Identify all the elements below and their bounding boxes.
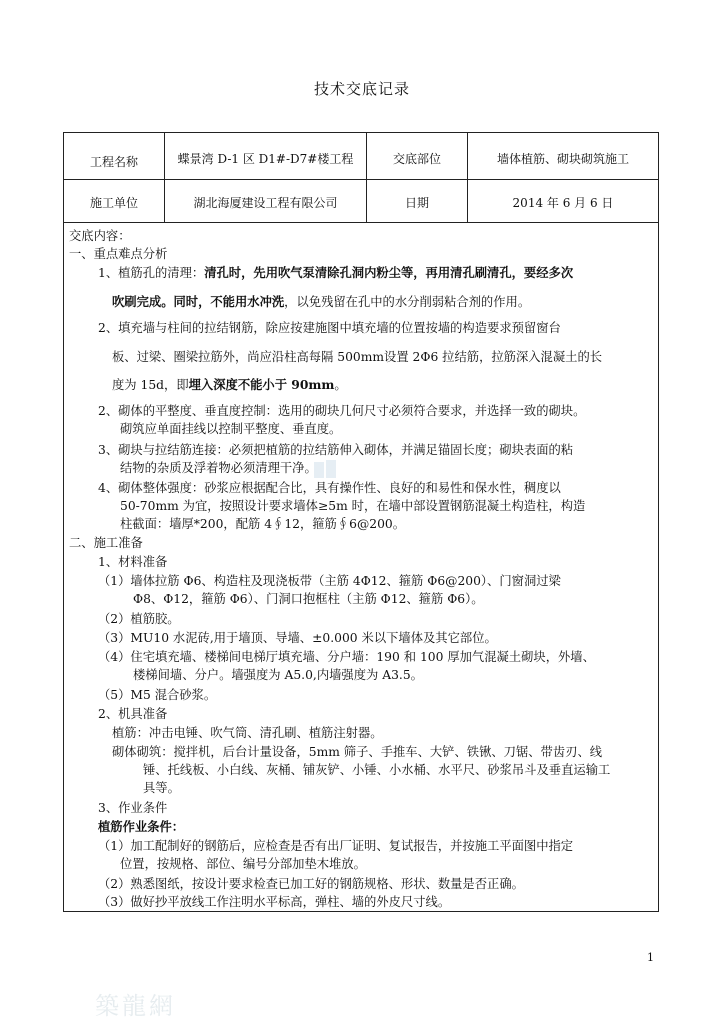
paragraph-line: 柱截面：墙厚*200，配筋 4∮12，箍筋∮6@200。 [120,517,406,531]
paragraph-line: 度为 15d，即埋入深度不能小于 90mm。 [112,377,347,392]
table-divider [63,179,659,180]
subsection-heading: 3、作业条件 [98,801,168,815]
date-label: 日期 [404,196,429,210]
paragraph-line: 砌体砌筑：搅拌机，后台计量设备，5mm 筛子、手推车、大铲、铁锹、刀锯、带齿刃、线 [112,745,603,759]
document-title: 技术交底记录 [313,80,410,98]
subsection-heading: 植筋作业条件： [98,819,185,834]
paragraph-line: 位置，按规格、部位、编号分部加垫木堆放。 [120,857,366,871]
paragraph-line: 4、砌体整体强度：砂浆应根据配合比，具有操作性、良好的和易性和保水性，稠度以 [98,481,561,495]
project-value: 蝶景湾 D-1 区 D1#-D7#楼工程 [177,152,354,166]
table-divider [63,222,659,223]
paragraph-line: （1）加工配制好的钢筋后，应检查是否有出厂证明、复试报告，并按施工平面图中指定 [98,839,574,853]
watermark: 築龍網 [95,992,176,1020]
paragraph-line: 锤、托线板、小白线、灰桶、铺灰铲、小锤、小水桶、水平尺、砂浆吊斗及垂直运输工 [143,763,611,777]
unit-label: 施工单位 [89,196,138,210]
part-label: 交底部位 [392,152,441,166]
date-value: 2014 年 6 月 6 日 [512,196,614,210]
part-value: 墙体植筋、砌块砌筑施工 [496,152,629,166]
subsection-heading: 2、机具准备 [98,707,168,721]
section-heading: 一、重点难点分析 [69,247,168,261]
paragraph-line: 50-70mm 为宜，按照设计要求墙体≥5m 时，在墙中部设置钢筋混凝土构造柱，构造 [120,499,586,513]
paragraph-line: 结物的杂质及浮着物必须清理干净。 [120,461,317,475]
section-heading: 二、施工准备 [69,536,143,550]
paragraph-line: （3）做好抄平放线工作注明水平标高，弹柱、墙的外皮尺寸线。 [98,895,451,909]
paragraph-line: （4）住宅填充墙、楼梯间电梯厅填充墙、分户墙：190 和 100 厚加气混凝土砌块，外墙、 [98,650,595,664]
page-number: 1 [647,951,654,964]
paragraph-line: 植筋：冲击电锤、吹气筒、清孔刷、植筋注射器。 [112,726,383,740]
paragraph-line: 具等。 [143,781,180,795]
paragraph-line: （5）M5 混合砂浆。 [98,688,217,702]
paragraph-line: （1）墙体拉筋 Φ6、构造柱及现浇板带（主筋 4Φ12、箍筋 Φ6@200）、门窗洞过梁 [98,574,561,588]
watermark-logo-icon [312,458,338,482]
paragraph-line: 1、植筋孔的清理：清孔时，先用吹气泵清除孔洞内粉尘等，再用清孔刷清孔，要经多次 [98,265,574,280]
paragraph-line: 2、填充墙与柱间的拉结钢筋，除应按建施图中填充墙的位置按墙的构造要求预留窗台 [98,321,561,335]
paragraph-line: 楼梯间墙、分户。墙强度为 A5.0,内墙强度为 A3.5。 [133,668,423,682]
paragraph-line: 吹刷完成。同时，不能用水冲洗，以免残留在孔中的水分削弱粘合剂的作用。 [112,294,531,309]
paragraph-line: 2、砌体的平整度、垂直度控制：选用的砌块几何尺寸必须符合要求，并选择一致的砌块。 [98,404,586,418]
paragraph-line: （3）MU10 水泥砖,用于墙顶、导墙、±0.000 米以下墙体及其它部位。 [98,631,497,645]
paragraph-line: 3、砌块与拉结筋连接：必须把植筋的拉结筋伸入砌体，并满足锚固长度；砌块表面的粘 [98,443,574,457]
paragraph-line: （2）熟悉图纸，按设计要求检查已加工好的钢筋规格、形状、数量是否正确。 [98,877,524,891]
paragraph-line: 砌筑应单面挂线以控制平整度、垂直度。 [120,422,342,436]
unit-value: 湖北海厦建设工程有限公司 [193,196,338,210]
paragraph-line: Φ8、Φ12，箍筋 Φ6）、门洞口抱框柱（主筋 Φ12、箍筋 Φ6）。 [133,592,484,606]
content-intro: 交底内容： [69,229,131,243]
project-label: 工程名称 [89,155,138,169]
subsection-heading: 1、材料准备 [98,555,168,569]
paragraph-line: 板、过梁、圈梁拉筋外，尚应沿柱高每隔 500mm设置 2Φ6 拉结筋，拉筋深入混凝土的长 [112,350,603,364]
paragraph-line: （2）植筋胶。 [98,612,180,626]
